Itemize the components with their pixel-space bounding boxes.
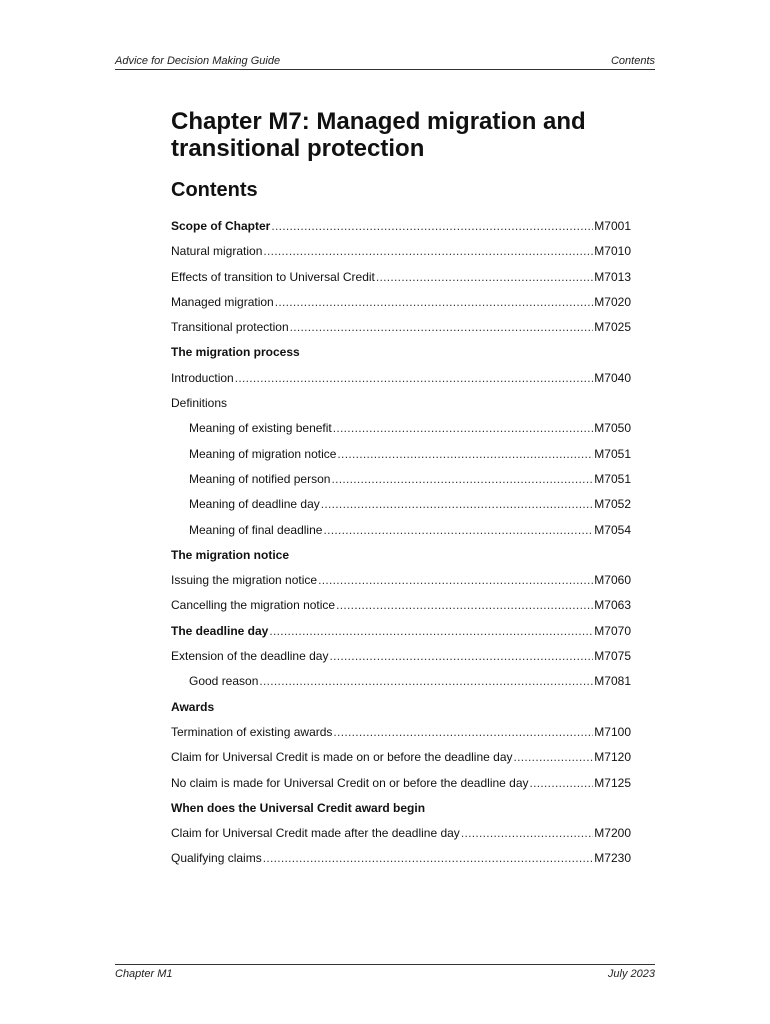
dot-leader: [331, 472, 593, 486]
toc-entry-label: Good reason: [189, 674, 259, 689]
toc-entry-label: Meaning of final deadline: [189, 522, 323, 537]
toc-section-heading: The migration notice: [171, 547, 290, 562]
toc-entry[interactable]: [171, 447, 631, 472]
toc-entry[interactable]: [171, 725, 631, 750]
toc-entry[interactable]: [171, 295, 631, 320]
toc-entry-label: Natural migration: [171, 244, 263, 259]
toc-entry[interactable]: [171, 750, 631, 775]
main-content: [171, 108, 631, 877]
toc-entry-label: No claim is made for Universal Credit on or before the deadline day: [171, 775, 529, 790]
dot-leader: [263, 244, 593, 258]
toc-entry-reference: M7200: [594, 826, 631, 841]
dot-leader: [333, 725, 593, 739]
header-section-name: Contents: [610, 55, 655, 67]
page-footer: [115, 964, 655, 980]
toc-section-heading: When does the Universal Credit award begin: [171, 800, 426, 815]
toc-section-heading: Awards: [171, 699, 215, 714]
toc-entry[interactable]: [171, 472, 631, 497]
toc-entry-reference: M7013: [594, 269, 631, 284]
dot-leader: [337, 447, 593, 461]
toc-entry[interactable]: [171, 649, 631, 674]
toc-entry-reference: M7100: [594, 724, 631, 739]
toc-entry[interactable]: [171, 776, 631, 801]
toc-entry-reference: M7125: [594, 775, 631, 790]
dot-leader: [376, 270, 593, 284]
toc-entry-label: Meaning of deadline day: [189, 497, 320, 512]
toc-entry-reference: M7070: [594, 623, 631, 638]
dot-leader: [530, 776, 594, 790]
dot-leader: [290, 320, 594, 334]
toc-entry[interactable]: [171, 497, 631, 522]
toc-entry[interactable]: [171, 421, 631, 446]
toc-entry-label: Introduction: [171, 370, 234, 385]
toc-section-heading: The migration process: [171, 345, 300, 360]
contents-heading: Contents: [171, 179, 258, 201]
dot-leader: [235, 371, 594, 385]
toc-entry-label: Managed migration: [171, 294, 274, 309]
toc-entry-label: Issuing the migration notice: [171, 573, 318, 588]
toc-entry-label: Meaning of notified person: [189, 471, 331, 486]
toc-entry-reference: M7120: [594, 750, 631, 765]
dot-leader: [269, 624, 593, 638]
dot-leader: [514, 750, 594, 764]
toc-entry[interactable]: [171, 523, 631, 548]
toc-entry-reference: M7054: [594, 522, 631, 537]
chapter-title: Chapter M7: Managed migration and transitional protection: [171, 108, 586, 162]
toc-entry-label: Termination of existing awards: [171, 724, 333, 739]
toc-entry[interactable]: [171, 851, 631, 876]
dot-leader: [271, 219, 593, 233]
toc-entry-reference: M7051: [594, 446, 631, 461]
toc-entry-label: Meaning of migration notice: [189, 446, 337, 461]
dot-leader: [333, 421, 594, 435]
toc-entry-label: Claim for Universal Credit made after the deadline day: [171, 826, 460, 841]
table-of-contents: [171, 219, 631, 877]
header-guide-title: Advice for Decision Making Guide: [115, 55, 281, 67]
toc-entry[interactable]: [171, 320, 631, 345]
dot-leader: [321, 497, 594, 511]
toc-entry[interactable]: [171, 244, 631, 269]
dot-leader: [336, 598, 593, 612]
toc-entry-reference: M7051: [594, 471, 631, 486]
toc-entry[interactable]: [171, 371, 631, 396]
toc-entry-reference: M7081: [594, 674, 631, 689]
toc-entry-label: Cancelling the migration notice: [171, 598, 336, 613]
toc-entry-label: Scope of Chapter: [171, 219, 271, 233]
toc-entry-label: Qualifying claims: [171, 851, 262, 866]
dot-leader: [318, 573, 593, 587]
toc-entry-reference: M7075: [594, 649, 631, 664]
toc-entry-reference: M7060: [594, 573, 631, 588]
toc-entry-reference: M7001: [594, 219, 631, 233]
toc-entry[interactable]: [171, 624, 631, 649]
dot-leader: [461, 826, 593, 840]
toc-entry[interactable]: [171, 270, 631, 295]
toc-entry-reference: M7040: [594, 370, 631, 385]
toc-entry-reference: M7052: [594, 497, 631, 512]
dot-leader: [323, 523, 593, 537]
dot-leader: [263, 851, 594, 865]
toc-entry-reference: M7063: [594, 598, 631, 613]
toc-entry[interactable]: [171, 598, 631, 623]
toc-entry[interactable]: [171, 219, 631, 244]
toc-entry[interactable]: [171, 573, 631, 598]
dot-leader: [259, 674, 593, 688]
dot-leader: [329, 649, 593, 663]
toc-entry[interactable]: [171, 826, 631, 851]
toc-entry-label: The deadline day: [171, 623, 269, 638]
toc-entry[interactable]: [171, 674, 631, 699]
toc-entry-label: Effects of transition to Universal Credit: [171, 269, 375, 284]
toc-entry-reference: M7010: [594, 244, 631, 259]
toc-entry-label: Extension of the deadline day: [171, 649, 329, 664]
dot-leader: [275, 295, 594, 309]
toc-entry-label: Meaning of existing benefit: [189, 421, 332, 436]
toc-entry-reference: M7230: [594, 851, 631, 866]
page-header: [115, 55, 655, 70]
footer-chapter: Chapter M1: [115, 968, 173, 980]
toc-entry-reference: M7025: [594, 320, 631, 335]
toc-entry-label: Transitional protection: [171, 320, 289, 335]
footer-date: July 2023: [607, 968, 655, 980]
toc-entry-reference: M7020: [594, 294, 631, 309]
toc-entry-label: Claim for Universal Credit is made on or before the deadline day: [171, 750, 513, 765]
toc-subheading: Definitions: [171, 396, 228, 411]
toc-entry-reference: M7050: [594, 421, 631, 436]
